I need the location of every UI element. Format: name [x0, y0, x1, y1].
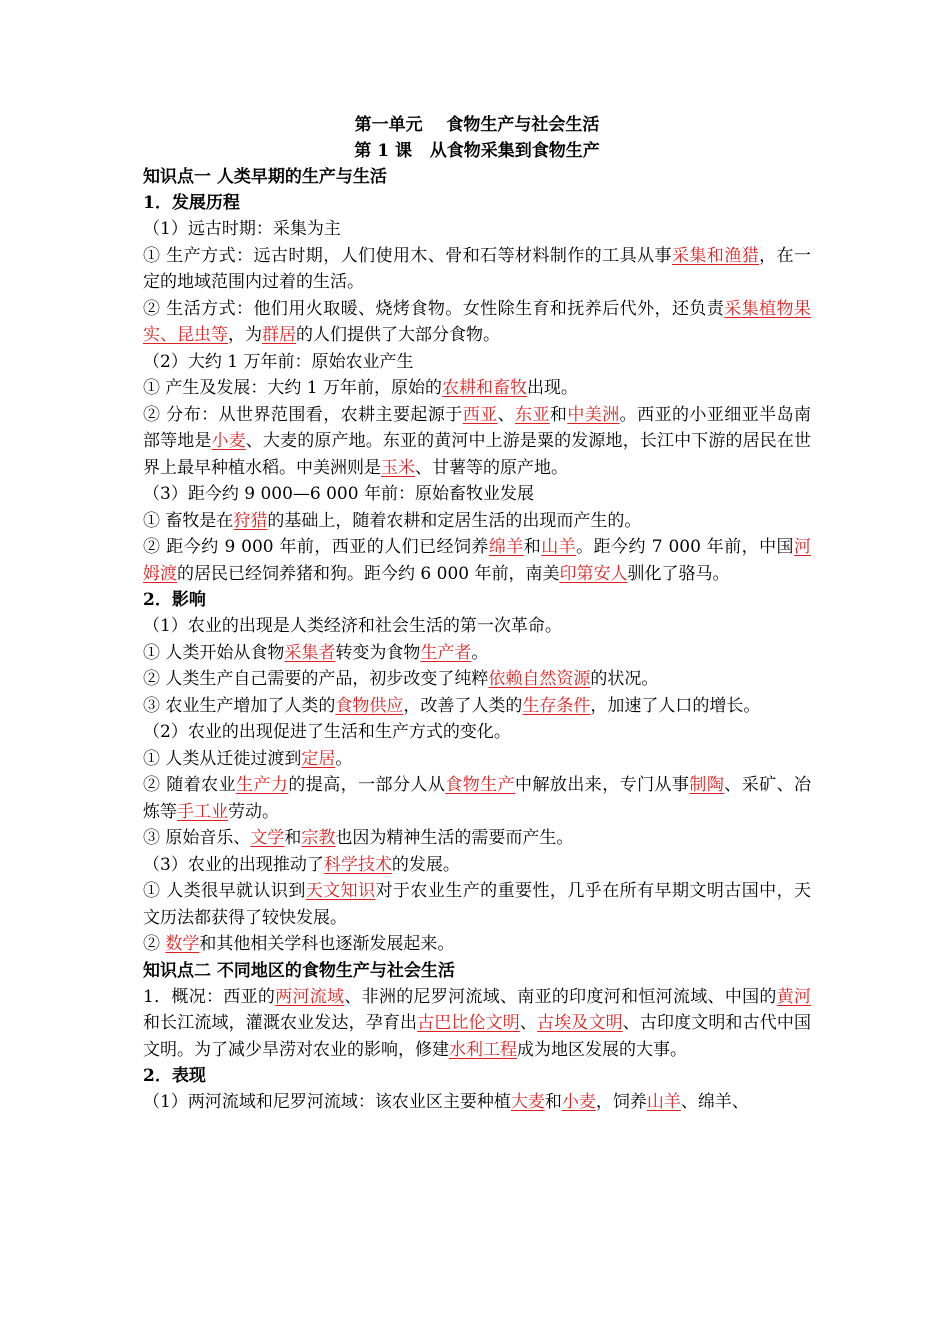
text-run: 。西亚的小亚细亚半岛南部等地是 — [143, 404, 812, 451]
text-run: 、绵羊、 — [680, 1092, 749, 1112]
text-run: ① 生产方式：远古时期，人们使用木、骨和石等材料制作的工具从事 — [143, 245, 672, 266]
text-run: ① 人类很早就认识到 — [143, 881, 306, 901]
document-body — [143, 164, 811, 1116]
paragraph — [143, 640, 811, 667]
key-term: 生产者 — [420, 642, 472, 663]
section-heading — [143, 164, 811, 190]
text-run: 和 — [544, 1092, 562, 1112]
text-run: （3）距今约 9 000—6 000 年前：原始畜牧业发展 — [143, 484, 534, 504]
key-term: 天文知识 — [305, 881, 376, 901]
text-run: 劳动。 — [228, 801, 279, 822]
text-run: ③ 原始音乐、 — [143, 828, 251, 848]
text-run: 、甘薯等的原产地。 — [415, 457, 568, 478]
text-run: 和 — [284, 828, 302, 848]
text-run: 、 — [519, 1013, 538, 1033]
paragraph — [143, 984, 811, 1064]
text-run: （2）农业的出现促进了生活和生产方式的变化。 — [143, 722, 511, 742]
key-term: 绵羊 — [488, 537, 524, 557]
text-run: ，加速了人口的增长。 — [590, 695, 761, 716]
text-run: ，改善了人类的 — [403, 695, 523, 716]
text-run: （1）远古时期：采集为主 — [143, 219, 341, 239]
key-term: 东亚 — [515, 404, 550, 425]
paragraph — [143, 931, 811, 958]
paragraph — [143, 243, 811, 296]
text-run: 。 — [471, 642, 489, 663]
paragraph — [143, 772, 811, 825]
text-run: （2）大约 1 万年前：原始农业产生 — [143, 351, 414, 372]
key-term: 黄河 — [776, 986, 812, 1007]
key-term: 古埃及文明 — [537, 1013, 623, 1033]
text-run: 1．发展历程 — [143, 193, 240, 213]
text-run: ② 人类生产自己需要的产品，初步改变了纯粹 — [143, 669, 489, 689]
key-term: 小麦 — [561, 1092, 596, 1112]
key-term: 手工业 — [177, 801, 228, 822]
key-term: 定居 — [301, 748, 336, 769]
key-term: 食物生产 — [445, 775, 516, 795]
subsection-heading — [143, 587, 811, 613]
text-run: 知识点一 人类早期的生产与生活 — [143, 167, 387, 187]
text-run: 驯化了骆马。 — [627, 563, 730, 584]
key-term: 印第安人 — [559, 563, 628, 584]
text-run: 的人们提供了大部分食物。 — [296, 325, 500, 345]
paragraph — [143, 613, 811, 640]
key-term: 科学技术 — [323, 854, 392, 875]
text-run: ，为 — [228, 325, 262, 345]
paragraph — [143, 719, 811, 746]
text-run: （1）两河流域和尼罗河流域：该农业区主要种植 — [143, 1092, 511, 1112]
text-run: 2．影响 — [143, 590, 206, 610]
key-term: 文学 — [250, 828, 285, 848]
key-term: 生存条件 — [522, 695, 591, 716]
text-run: ① 产生及发展：大约 1 万年前，原始的 — [143, 378, 443, 398]
key-term: 数学 — [165, 934, 200, 954]
section-heading — [143, 958, 811, 984]
key-term: 玉米 — [381, 457, 415, 478]
paragraph — [143, 746, 811, 773]
text-run: ② 随着农业 — [143, 775, 237, 795]
key-term: 食物供应 — [335, 695, 404, 716]
key-term: 采集和渔猎 — [671, 245, 760, 266]
text-run: 、大麦的原产地。东亚的黄河中上游是粟的发源地，长江中下游的居民在世界上最早种植水稻。中美洲则是 — [143, 431, 812, 478]
text-run: 成为地区发展的大事。 — [517, 1039, 687, 1060]
key-term: 小麦 — [211, 431, 246, 451]
text-run: 转变为食物 — [335, 642, 421, 663]
paragraph — [143, 402, 811, 482]
text-run: 和 — [549, 404, 568, 425]
text-run: 的状况。 — [590, 669, 659, 689]
paragraph — [143, 825, 811, 852]
paragraph — [143, 508, 811, 535]
key-term: 农耕和畜牧 — [442, 378, 528, 398]
text-run: 出现。 — [527, 378, 579, 398]
text-run: 和长江流域，灌溉农业发达，孕育出 — [143, 1013, 418, 1033]
text-run: 和其他相关学科也逐渐发展起来。 — [199, 934, 455, 954]
text-run: 。距今约 7 000 年前，中国 — [576, 537, 795, 557]
text-run: ② — [143, 934, 166, 954]
unit-title: 第一单元 食物生产与社会生活 — [354, 115, 600, 135]
text-run: 、采矿、冶炼等 — [143, 775, 812, 822]
paragraph — [143, 1089, 811, 1116]
key-term: 西亚 — [462, 404, 498, 425]
key-term: 宗教 — [301, 828, 336, 848]
text-run: 的提高，一部分人从 — [288, 775, 446, 795]
key-term: 水利工程 — [449, 1039, 517, 1060]
key-term: 中美洲 — [567, 404, 620, 425]
text-run: ② 分布：从世界范围看，农耕主要起源于 — [143, 404, 463, 425]
subsection-heading — [143, 190, 811, 216]
paragraph — [143, 296, 811, 349]
key-term: 两河流域 — [275, 986, 345, 1007]
paragraph — [143, 666, 811, 693]
paragraph — [143, 534, 811, 587]
text-run: ，饲养 — [595, 1092, 647, 1112]
text-run: ② 生活方式：他们用火取暖、烧烤食物。女性除生育和抚养后代外，还负责 — [143, 298, 725, 319]
text-run: ② 距今约 9 000 年前，西亚的人们已经饲养 — [143, 537, 489, 557]
text-run: 和 — [523, 537, 542, 557]
lesson-title: 第 1 课 从食物采集到食物生产 — [354, 141, 600, 161]
text-run: 的发展。 — [391, 854, 460, 875]
key-term: 山羊 — [541, 537, 577, 557]
document-page — [143, 112, 811, 1116]
text-run: ① 畜牧是在 — [143, 510, 234, 531]
key-term: 制陶 — [689, 775, 725, 795]
key-term: 群居 — [262, 325, 296, 345]
text-run: 也因为精神生活的需要而产生。 — [335, 828, 574, 848]
text-run: 1．概况：西亚的 — [143, 986, 276, 1007]
text-run: 、非洲的尼罗河流域、南亚的印度河和恒河流域、中国的 — [344, 986, 777, 1007]
key-term: 生产力 — [236, 775, 289, 795]
subsection-heading — [143, 1063, 811, 1089]
key-term: 河姆渡 — [143, 537, 812, 584]
paragraph — [143, 852, 811, 879]
text-run: 2．表现 — [143, 1066, 206, 1086]
text-run: 的居民已经饲养猪和狗。距今约 6 000 年前，南美 — [177, 563, 560, 584]
paragraph — [143, 375, 811, 402]
key-term: 采集者 — [284, 642, 336, 663]
text-run: 对于农业生产的重要性，几乎在所有早期文明古国中，天文历法都获得了较快发展。 — [143, 881, 812, 928]
key-term: 古巴比伦文明 — [417, 1013, 520, 1033]
text-run: ① 人类开始从食物 — [143, 642, 285, 663]
paragraph — [143, 216, 811, 243]
paragraph — [143, 878, 811, 931]
text-run: （1）农业的出现是人类经济和社会生活的第一次革命。 — [143, 616, 562, 636]
paragraph — [143, 693, 811, 720]
text-run: 中解放出来，专门从事 — [515, 775, 690, 795]
text-run: 。 — [335, 748, 353, 769]
key-term: 山羊 — [646, 1092, 681, 1112]
text-run: ③ 农业生产增加了人类的 — [143, 695, 336, 716]
paragraph — [143, 481, 811, 508]
key-term: 狩猎 — [233, 510, 268, 531]
text-run: ① 人类从迁徙过渡到 — [143, 748, 302, 769]
key-term: 大麦 — [510, 1092, 545, 1112]
paragraph — [143, 349, 811, 376]
text-run: 知识点二 不同地区的食物生产与社会生活 — [143, 960, 455, 981]
text-run: （3）农业的出现推动了 — [143, 854, 324, 875]
text-run: 、 — [497, 404, 516, 425]
key-term: 依赖自然资源 — [488, 669, 591, 689]
key-term: 采集植物果实、昆虫等 — [143, 298, 811, 345]
text-run: 、古印度文明和古代中国文明。为了减少旱涝对农业的影响，修建 — [143, 1013, 812, 1060]
text-run: ，在一定的地域范围内过着的生活。 — [143, 245, 812, 292]
text-run: 的基础上，随着农耕和定居生活的出现而产生的。 — [267, 510, 642, 531]
